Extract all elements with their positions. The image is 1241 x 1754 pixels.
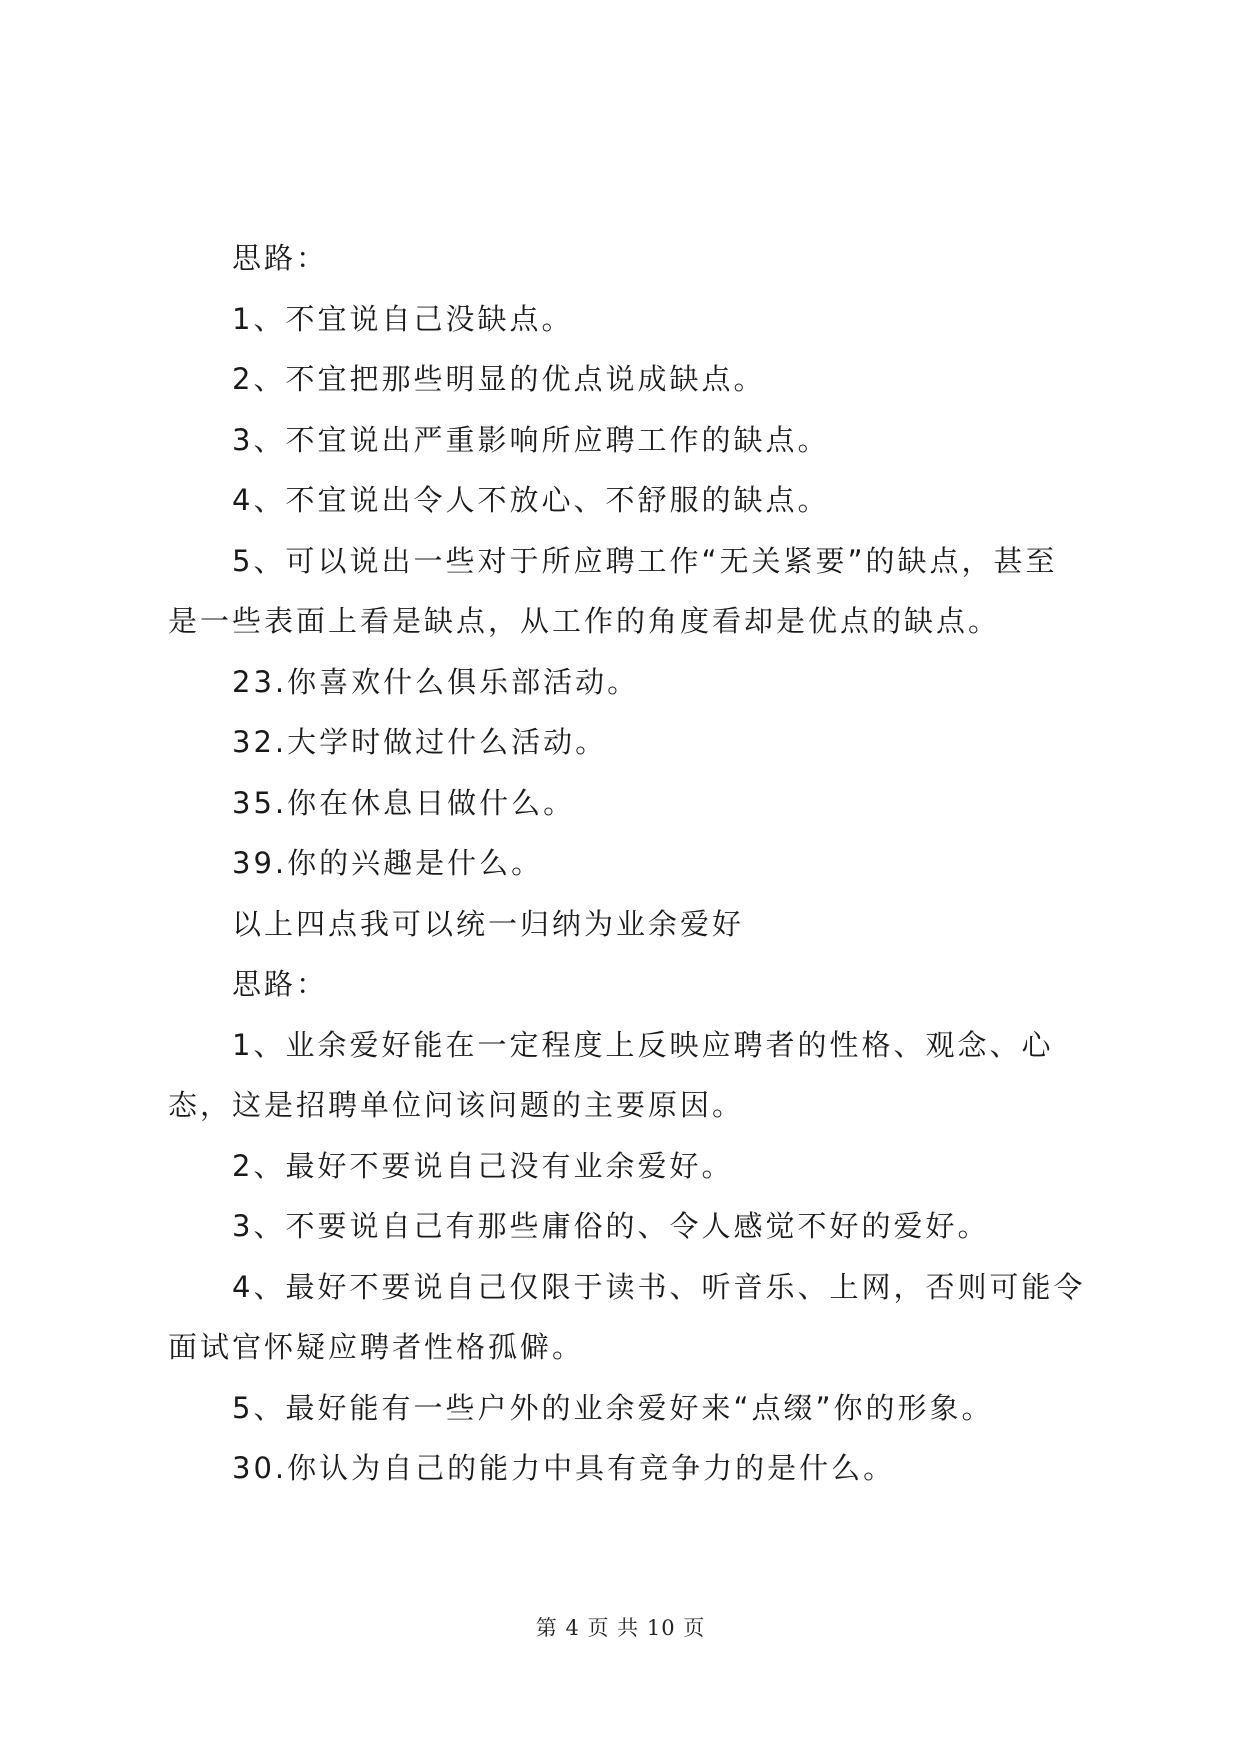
paragraph-question-32: 32.大学时做过什么活动。 <box>232 725 608 759</box>
paragraph-point-5: 5、可以说出一些对于所应聘工作“无关紧要”的缺点，甚至是一些表面上看是缺点，从工作的角度看却是优点的缺点。 <box>168 543 1058 638</box>
paragraph-summary: 以上四点我可以统一归纳为业余爱好 <box>232 906 745 941</box>
document-body <box>168 228 1088 1499</box>
paragraph-thinking-heading-2: 思路： <box>232 967 329 1001</box>
paragraph-question-39: 39.你的兴趣是什么。 <box>232 846 544 880</box>
paragraph-hobby-point-5: 5、最好能有一些户外的业余爱好来“点缀”你的形象。 <box>232 1390 994 1425</box>
page-number-footer: 第 4 页 共 10 页 <box>535 1616 706 1640</box>
paragraph-hobby-point-3: 3、不要说自己有那些庸俗的、令人感觉不好的爱好。 <box>232 1209 990 1243</box>
paragraph-hobby-point-2: 2、最好不要说自己没有业余爱好。 <box>232 1148 734 1183</box>
paragraph-question-30: 30.你认为自己的能力中具有竞争力的是什么。 <box>232 1451 896 1485</box>
paragraph-thinking-heading: 思路： <box>232 241 329 275</box>
paragraph-point-2: 2、不宜把那些明显的优点说成缺点。 <box>232 362 766 396</box>
paragraph-point-3: 3、不宜说出严重影响所应聘工作的缺点。 <box>232 422 830 457</box>
paragraph-hobby-point-1: 1、业余爱好能在一定程度上反映应聘者的性格、观念、心态，这是招聘单位问该问题的主要原因。 <box>168 1027 1054 1122</box>
paragraph-question-23: 23.你喜欢什么俱乐部活动。 <box>232 664 640 699</box>
paragraph-point-4: 4、不宜说出令人不放心、不舒服的缺点。 <box>232 483 830 517</box>
paragraph-hobby-point-4: 4、最好不要说自己仅限于读书、听音乐、上网，否则可能令面试官怀疑应聘者性格孤僻。 <box>168 1269 1086 1364</box>
paragraph-point-1: 1、不宜说自己没缺点。 <box>232 301 574 336</box>
paragraph-question-35: 35.你在休息日做什么。 <box>232 785 576 820</box>
